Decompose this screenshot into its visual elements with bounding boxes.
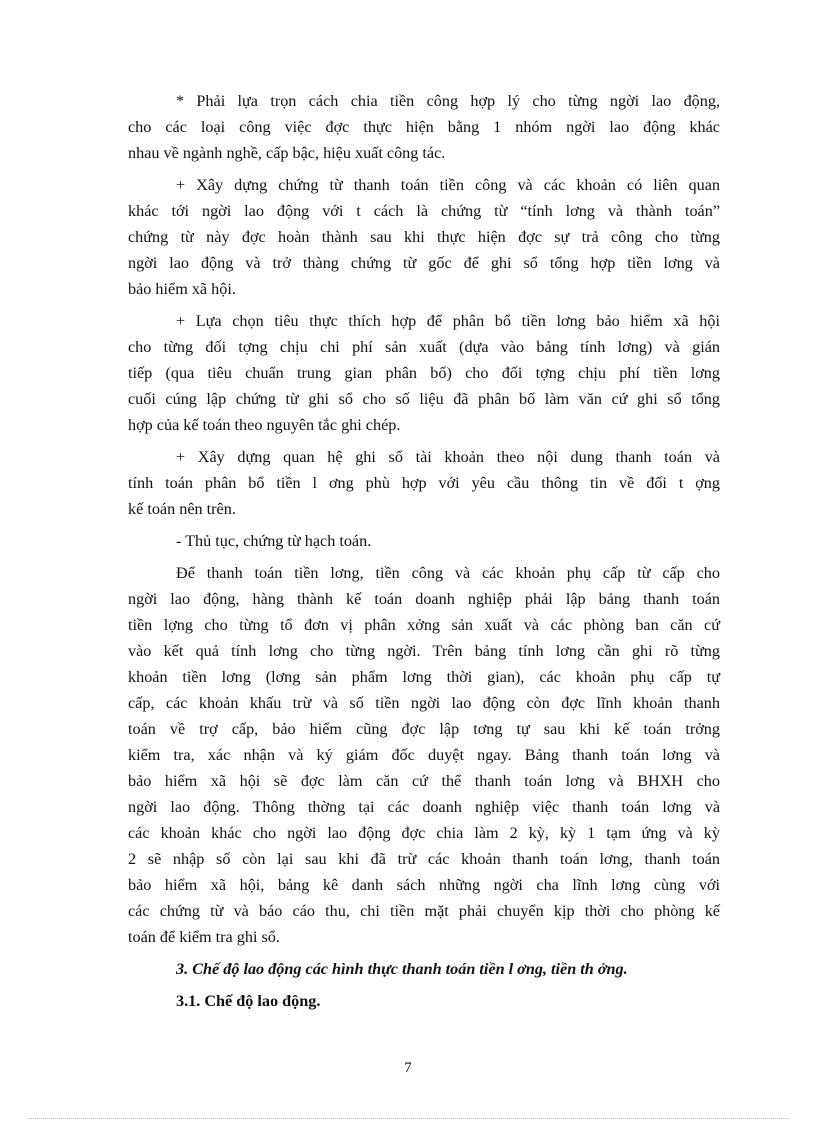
paragraph-line: các khoản khác cho ngời lao động đợc chia làm 2 kỳ, kỳ 1 tạm ứng và kỳ [128,824,720,842]
paragraph-p4 [128,444,720,522]
paragraph-line: tiếp (qua tiêu chuẩn trung gian phân bổ) cho đối tợng chịu phí tiền lơng [128,364,720,382]
paragraph-p1 [128,88,720,166]
subsection-heading: 3.1. Chế độ lao động. [176,992,321,1010]
paragraph-line: kế toán nên trên. [128,500,236,518]
paragraph-line: bảo hiểm xã hội sẽ đợc làm căn cứ thể thanh toán lơng và BHXH cho [128,772,720,790]
paragraph-line: kiểm tra, xác nhận và ký giám đốc duyệt ngay. Bảng thanh toán lơng và [128,746,720,764]
paragraph-p6 [128,560,720,950]
page-bottom-divider [28,1118,788,1119]
paragraph-line: chứng từ này đợc hoàn thành sau khi thực hiện đợc sự trả công cho từng [128,228,720,246]
paragraph-line: + Xây dựng quan hệ ghi sổ tài khoản theo nội dung thanh toán và [176,448,720,466]
paragraph-line: khoản tiền lơng (lơng sản phẩm lơng thời gian), các khoản phụ cấp tự [128,668,720,686]
page-number: 7 [404,1060,412,1076]
paragraph-line: cuối cúng lập chứng từ ghi sổ cho số liệu đã phân bổ làm văn cứ ghi sổ tổng [128,390,720,408]
paragraph-line: Để thanh toán tiền lơng, tiền công và các khoản phụ cấp từ cấp cho [176,564,720,582]
paragraph-p3 [128,308,720,438]
paragraph-line: ngời lao động, hàng thành kế toán doanh nghiệp phải lập bảng thanh toán [128,590,720,608]
paragraph-line: nhau về ngành nghề, cấp bậc, hiệu xuất công tác. [128,144,446,162]
paragraph-line: ngời lao động và trở thàng chứng từ gốc để ghi sổ tổng hợp tiền lơng và [128,254,720,272]
paragraph-line: cho từng đối tợng chịu chi phí sản xuất (dựa vào bảng tính lơng) và gián [128,338,720,356]
paragraph-line: toán để kiểm tra ghi sổ. [128,928,280,946]
paragraph-line: tính toán phân bổ tiền l ơng phù hợp với yêu cầu thông tin về đối t ợng [128,474,720,492]
paragraph-line: các chứng từ và báo cáo thu, chi tiền mặt phải chuyển kịp thời cho phòng kế [128,902,720,920]
paragraph-line: 2 sẽ nhập số còn lại sau khi đã trừ các khoản thanh toán lơng, thanh toán [128,850,720,868]
paragraph-p2 [128,172,720,302]
paragraph-p5 [128,528,720,554]
paragraph-line: + Xây dựng chứng từ thanh toán tiền công và các khoản có liên quan [176,176,720,194]
paragraph-line: cho các loại công việc đợc thực hiện bằng 1 nhóm ngời lao động khác [128,118,720,136]
paragraph-line: * Phải lựa trọn cách chia tiền công hợp lý cho từng ngời lao động, [176,92,720,110]
paragraph-line: - Thủ tục, chứng từ hạch toán. [176,532,372,550]
paragraph-line: tiền lợng cho từng tổ đơn vị phân xởng sản xuất và các phòng ban căn cứ [128,616,720,634]
paragraph-line: khác tới ngời lao động với t cách là chứng từ “tính lơng và thành toán” [128,202,720,220]
paragraph-line: bảo hiểm xã hội, bảng kê danh sách những ngời cha lĩnh lơng cùng với [128,876,720,894]
paragraph-line: bảo hiểm xã hội. [128,280,236,298]
paragraph-line: toán về trợ cấp, bảo hiểm cũng đợc lập tơng tự sau khi kế toán trởng [128,720,720,738]
paragraph-line: + Lựa chọn tiêu thực thích hợp để phân bổ tiền lơng bảo hiểm xã hội [176,312,720,330]
paragraph-line: cấp, các khoản khấu trừ và số tiền ngời lao động còn đợc lĩnh khoản thanh [128,694,720,712]
paragraph-line: ngời lao động. Thông thờng tại các doanh nghiệp việc thanh toán lơng và [128,798,720,816]
section-heading: 3. Chế độ lao động các hình thực thanh toán tiền l ơng, tiền th ởng. [176,960,628,978]
paragraph-line: vào kết quả tính lơng cho từng ngời. Trên bảng tính lơng cần ghi rõ từng [128,642,720,660]
paragraph-line: hợp của kế toán theo nguyên tắc ghi chép. [128,416,401,434]
document-page [128,88,720,1014]
